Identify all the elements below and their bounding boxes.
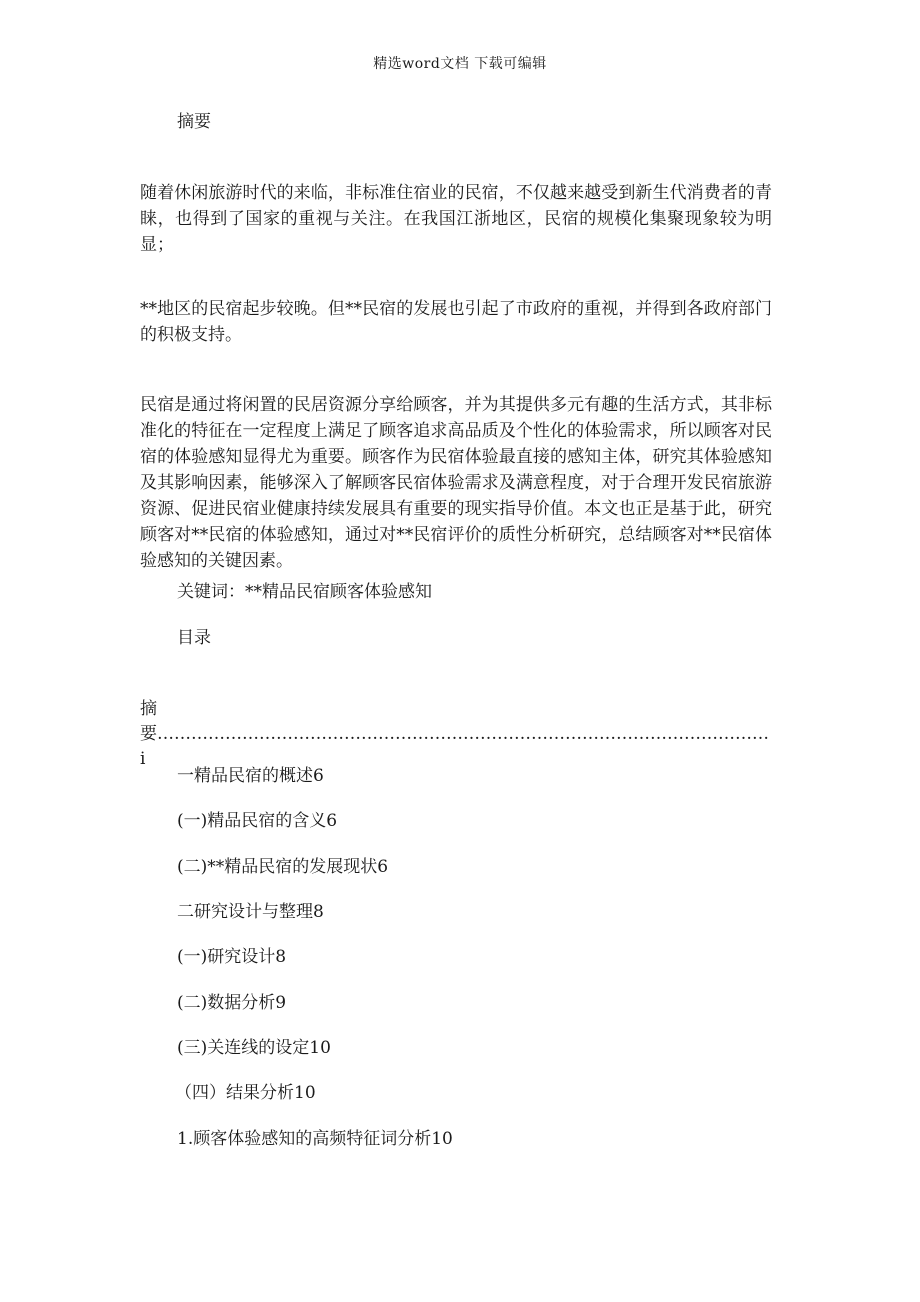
- toc-entry[interactable]: (三)关连线的设定10: [177, 1038, 331, 1058]
- abstract-paragraph-3: 民宿是通过将闲置的民居资源分享给顾客，并为其提供多元有趣的生活方式，其非标准化的特征在一定程度上满足了顾客追求高品质及个性化的体验需求，所以顾客对民宿的体验感知显得尤为重要。顾客作为民宿体验最直接的感知主体，研究其体验感知及其影响因素，能够深入了解顾客民宿体验需求及满意程度，对于合理开发民宿旅游资源、促进民宿业健康持续发展具有重要的现实指导价值。本文也正是基于此，研究顾客对**民宿的体验感知，通过对**民宿评价的质性分析研究，总结顾客对**民宿体验感知的关键因素。: [140, 395, 772, 571]
- toc-heading: 目录: [177, 628, 211, 648]
- toc-entry[interactable]: （四）结果分析10: [175, 1083, 316, 1103]
- abstract-paragraph-1: 随着休闲旅游时代的来临，非标准住宿业的民宿，不仅越来越受到新生代消费者的青睐，也得到了国家的重视与关注。在我国江浙地区，民宿的规模化集聚现象较为明显；: [140, 183, 772, 255]
- toc-entry-abstract[interactable]: 摘要………………………………………………………………………………………………i: [140, 699, 769, 769]
- keywords: 关键词：**精品民宿顾客体验感知: [177, 582, 432, 602]
- toc-entry[interactable]: (二)数据分析9: [177, 993, 287, 1013]
- toc-entry[interactable]: (二)**精品民宿的发展现状6: [177, 857, 389, 877]
- toc-entry[interactable]: 一精品民宿的概述6: [177, 766, 324, 786]
- toc-entry[interactable]: (一)精品民宿的含义6: [177, 811, 338, 831]
- toc-entry[interactable]: (一)研究设计8: [177, 947, 287, 967]
- abstract-paragraph-2: **地区的民宿起步较晚。但**民宿的发展也引起了市政府的重视，并得到各政府部门的积极支持。: [140, 299, 772, 345]
- toc-entry[interactable]: 二研究设计与整理8: [177, 902, 324, 922]
- abstract-heading: 摘要: [177, 112, 211, 132]
- toc-entry[interactable]: 1.顾客体验感知的高频特征词分析10: [177, 1129, 453, 1149]
- page-header: 精选word文档 下载可编辑: [373, 56, 547, 72]
